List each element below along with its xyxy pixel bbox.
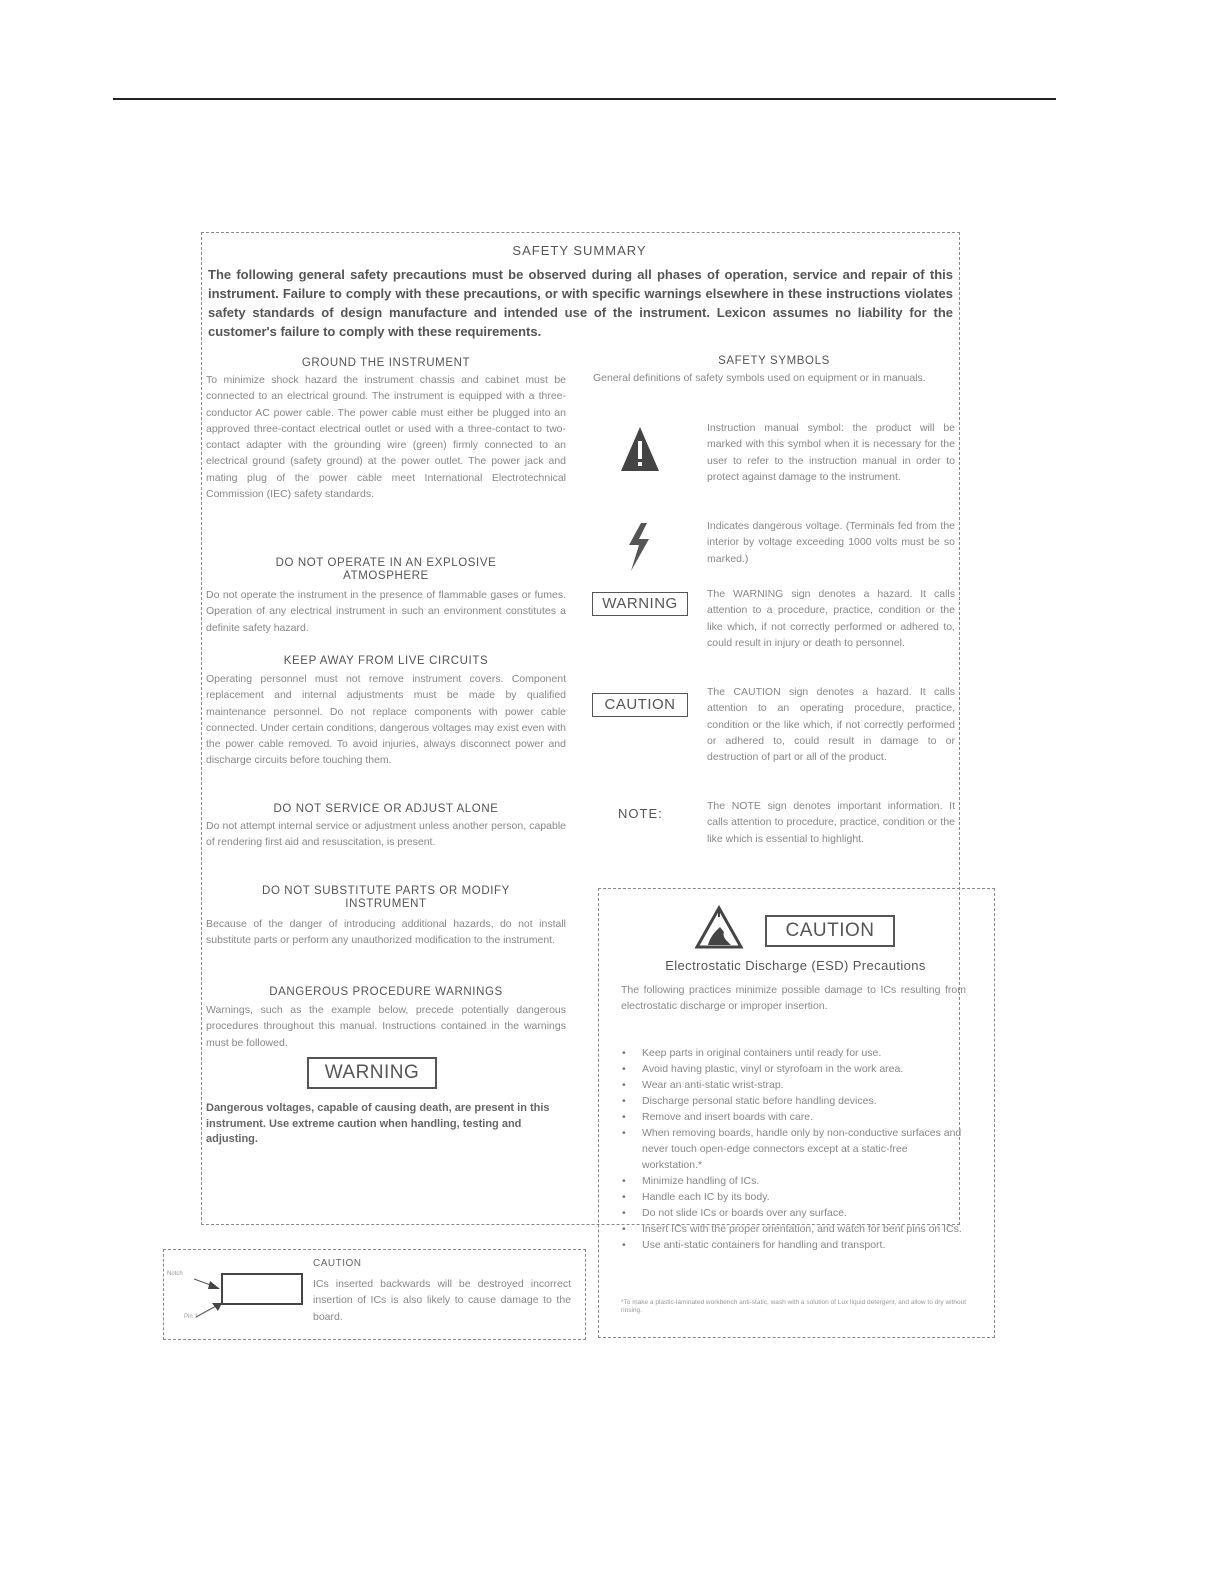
instruction-manual-text: Instruction manual symbol: the product will be marked with this symbol when it is necessary for the user to refer to the instruction manual in order to protect against damage to the instrument.	[707, 422, 955, 483]
safety-symbols-intro: General definitions of safety symbols used on equipment or in manuals.	[593, 372, 926, 384]
dangerous-procedure-text: Warnings, such as the example below, precede potentially dangerous procedures throughout this manual. Instructions contained in the warnings must be followed.	[206, 1004, 566, 1049]
esd-caution-sign: CAUTION	[765, 915, 895, 947]
instruction-manual-icon	[619, 425, 661, 473]
live-circuits-heading: KEEP AWAY FROM LIVE CIRCUITS	[283, 655, 489, 667]
esd-intro: The following practices minimize possible damage to ICs resulting from electrostatic discharge or improper insertion.	[621, 984, 966, 1013]
dangerous-voltage-text: Indicates dangerous voltage. (Terminals fed from the interior by voltage exceeding 1000 volts must be so marked.)	[707, 520, 955, 565]
ic-caution-title: CAUTION	[313, 1258, 362, 1269]
warning-sign-text: The WARNING sign denotes a hazard. It calls attention to a procedure, practice, condition or the like which, if not correctly performed or adhered to, could result in injury or death to personnel.	[707, 588, 955, 649]
ic-caution-text: ICs inserted backwards will be destroyed incorrect insertion of ICs is also likely to cause damage to the board.	[313, 1278, 571, 1323]
service-alone-text: Do not attempt internal service or adjustment unless another person, capable of rendering first aid and resuscitation, is present.	[206, 820, 566, 849]
list-item: • Keep parts in original containers until ready for use.	[620, 1045, 968, 1061]
substitute-text: Because of the danger of introducing additional hazards, do not install substitute parts or perform any unauthorized modification to the instrument.	[206, 918, 566, 947]
list-item: • Remove and insert boards with care.	[620, 1109, 968, 1125]
safety-summary-title: SAFETY SUMMARY	[512, 243, 647, 258]
esd-hand-icon	[694, 905, 744, 949]
dangerous-voltage-icon	[623, 521, 653, 573]
list-item: • Avoid having plastic, vinyl or styrofoam in the work area.	[620, 1061, 968, 1077]
list-item: • Wear an anti-static wrist-strap.	[620, 1077, 968, 1093]
list-item: • Minimize handling of ICs.	[620, 1173, 968, 1189]
esd-title: Electrostatic Discharge (ESD) Precautions	[665, 958, 926, 973]
safety-symbols-heading: SAFETY SYMBOLS	[718, 355, 830, 367]
list-item: • Discharge personal static before handling devices.	[620, 1093, 968, 1109]
esd-footnote: *To make a plastic-laminated workbench anti-static, wash with a solution of Lux liquid detergent, and allow to dry without rinsing.	[621, 1299, 967, 1314]
dangerous-procedure-heading: DANGEROUS PROCEDURE WARNINGS	[269, 986, 503, 998]
list-item: • When removing boards, handle only by non-conductive surfaces and never touch open-edge connectors except at a static-free workstation.*	[620, 1125, 968, 1173]
list-item: • Use anti-static containers for handling and transport.	[620, 1237, 968, 1253]
service-alone-heading: DO NOT SERVICE OR ADJUST ALONE	[273, 803, 499, 815]
caution-sign: CAUTION	[592, 693, 688, 717]
list-item: • Handle each IC by its body.	[620, 1189, 968, 1205]
warning-sign: WARNING	[592, 592, 688, 616]
ground-heading: GROUND THE INSTRUMENT	[301, 357, 471, 369]
list-item: • Do not slide ICs or boards over any surface.	[620, 1205, 968, 1221]
warning-example-text: Dangerous voltages, capable of causing death, are present in this instrument. Use extreme caution when handling, testing and adjusting.	[206, 1102, 550, 1145]
note-text: The NOTE sign denotes important information. It calls attention to procedure, practice, condition or the like which is essential to highlight.	[707, 800, 955, 845]
list-item: • Insert ICs with the proper orientation, and watch for bent pins on ICs.	[620, 1221, 968, 1237]
pin1-label: Pin 1	[184, 1314, 198, 1320]
safety-summary-intro: The following general safety precautions must be observed during all phases of operation, service and repair of this instrument. Failure to comply with these precautions, or with specific warnings elsewhere in these instructions violates safety standards of design manufacture and intended use of the instrument. Lexicon assumes no liability for the customer's failure to comply with these requirements.	[208, 267, 953, 339]
substitute-heading: DO NOT SUBSTITUTE PARTS OR MODIFY INSTRUMENT	[262, 885, 510, 910]
live-circuits-text: Operating personnel must not remove instrument covers. Component replacement and internal adjustments must be made by qualified maintenance personnel. Do not replace components with power cable connected. Under certain conditions, dangerous voltages may exist even with the power cable removed. To avoid injuries, always disconnect power and discharge circuits before touching them.	[206, 673, 566, 767]
explosive-text: Do not operate the instrument in the presence of flammable gases or fumes. Operation of any electrical instrument in such an environment constitutes a definite safety hazard.	[206, 589, 566, 634]
ground-text: To minimize shock hazard the instrument chassis and cabinet must be connected to an electrical ground. The instrument is equipped with a three-conductor AC power cable. The power cable must either be plugged into an approved three-contact electrical outlet or used with a three-contact to two-contact adapter with the grounding wire (green) firmly connected to an electrical ground (safety ground) at the power outlet. The power jack and mating plug of the power cable meet International Electrotechnical Commission (IEC) safety standards.	[206, 374, 566, 501]
explosive-heading: DO NOT OPERATE IN AN EXPLOSIVE ATMOSPHERE	[275, 557, 497, 582]
esd-list	[620, 1045, 968, 1253]
note-label: NOTE:	[618, 806, 663, 821]
caution-sign-text: The CAUTION sign denotes a hazard. It calls attention to an operating procedure, practice, condition or the like which, if not correctly performed or adhered to, could result in damage to or destruction of part or all of the product.	[707, 686, 955, 764]
notch-label: Notch	[167, 1271, 183, 1277]
warning-sign-example: WARNING	[307, 1057, 437, 1089]
header-rule	[113, 98, 1056, 100]
